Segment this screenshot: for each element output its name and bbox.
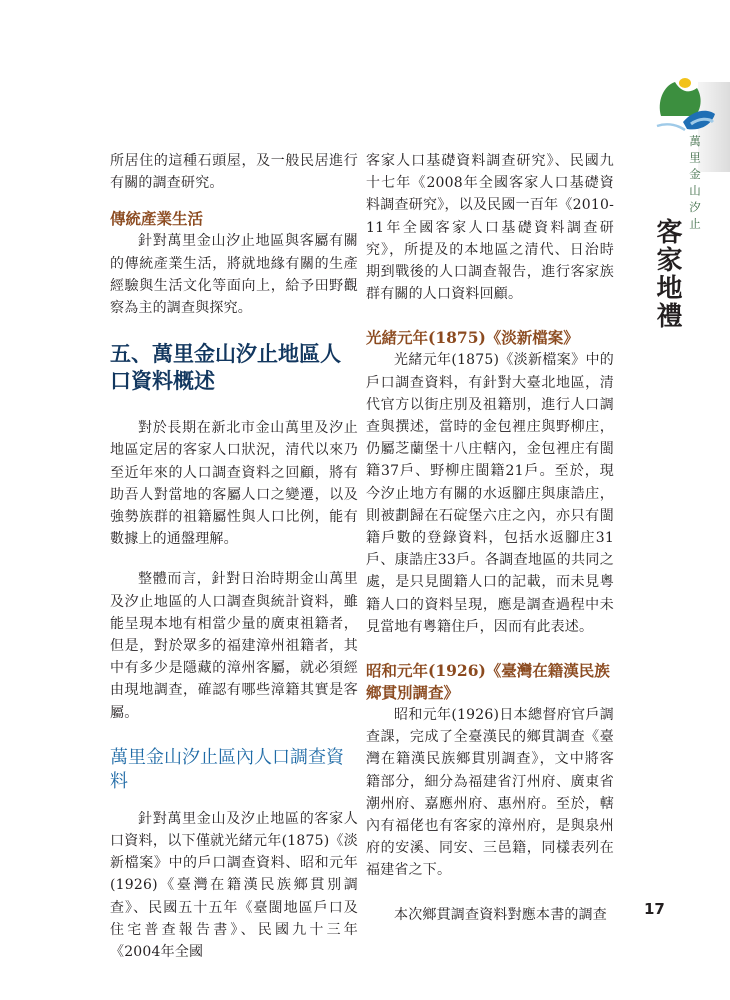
- paragraph-population-data: 針對萬里金山及汐止地區的客家人口資料，以下僅就光緒元年(1875)《淡新檔案》中的戶口調查資料、昭和元年(1926)《臺灣在籍漢民族鄉貫別調查》、民國五十五年《臺閩地區戶口及住宅普查報告書》、民國九十三年《2004年全國: [110, 810, 358, 961]
- paragraph-continued: 客家人口基礎資料調查研究》、民國九十七年《2008年全國客家人口基礎資料調查研究》，以及民國一百年《2010-11年全國客家人口基礎資料調查研究》，所提及的本地區之清代、日治時期到戰後的人口調查報告，進行客家族群有關的人口資料回顧。: [366, 153, 614, 303]
- paragraph-section5-2: 整體而言，針對日治時期金山萬里及汐止地區的人口調查與統計資料，雖能呈現本地有相當少量的廣東祖籍者，但是，對於眾多的福建漳州祖籍者，其中有多少是隱藏的漳州客屬，就必須經由現地調查，確認有哪些漳籍其實是客屬。: [110, 571, 358, 721]
- page-number: 17: [644, 900, 665, 918]
- paragraph-industry: 針對萬里金山汐止地區與客屬有關的傳統產業生活，將就地緣有關的生產經驗與生活文化等面向上，給予田野觀察為主的調查與探究。: [110, 233, 358, 317]
- heading-population-data: 萬里金山汐止區內人口調查資料: [110, 746, 344, 792]
- series-subtitle: 客家地禮: [652, 218, 682, 330]
- paragraph-last: 本次鄉貫調查資料對應本書的調查: [394, 906, 607, 923]
- left-column: [110, 150, 358, 963]
- series-title: 萬里金山汐止: [688, 135, 702, 234]
- right-column: [366, 150, 614, 926]
- heading-1875: 光緒元年(1875)《淡新檔案》: [366, 328, 579, 348]
- paragraph-1875: 光緒元年(1875)《淡新檔案》中的戶口調查資料，有針對大臺北地區，清代官方以街庄別及祖籍別，進行人口調查與撰述，當時的金包裡庄與野柳庄，仍屬芝蘭堡十八庄轄內，金包裡庄有閩籍37戶、野柳庄閩籍21戶。至於，現今汐止地方有關的水返腳庄與康誥庄，則被劃歸在石碇堡六庄之內，亦只有閩籍戶數的登錄資料，包括水返腳庄31戶、康誥庄33戶。各調查地區的共同之處，是只見閩籍人口的記載，而未見粵籍人口的資料呈現，應是調查過程中未見當地有粵籍住戶，因而有此表述。: [366, 352, 614, 635]
- heading-traditional-industry: 傳統產業生活: [110, 209, 204, 229]
- paragraph-section5-1: 對於長期在新北市金山萬里及汐止地區定居的客家人口狀況，清代以來乃至近年來的人口調查資料之回顧，將有助吾人對當地的客屬人口之變遷，以及強勢族群的祖籍屬性與人口比例，能有數據上的通盤理解。: [110, 420, 358, 548]
- paragraph-1926: 昭和元年(1926)日本總督府官戶調查課，完成了全臺漢民的鄉貫調查《臺灣在籍漢民族鄉貫別調查》，文中將客籍部分，細分為福建省汀州府、廣東省潮州府、嘉應州府、惠州府。至於，轄內有福佬也有客家的漳州府，是與泉州府的安溪、同安、三邑籍，同樣表列在福建省之下。: [366, 707, 614, 879]
- heading-section-5: 五、萬里金山汐止地區人口資料概述: [110, 342, 341, 394]
- series-logo-icon: [655, 74, 717, 132]
- paragraph-intro: 所居住的這種石頭屋，及一般民居進行有關的調查研究。: [110, 153, 358, 192]
- heading-1926: 昭和元年(1926)《臺灣在籍漢民族鄉貫別調查》: [366, 661, 610, 703]
